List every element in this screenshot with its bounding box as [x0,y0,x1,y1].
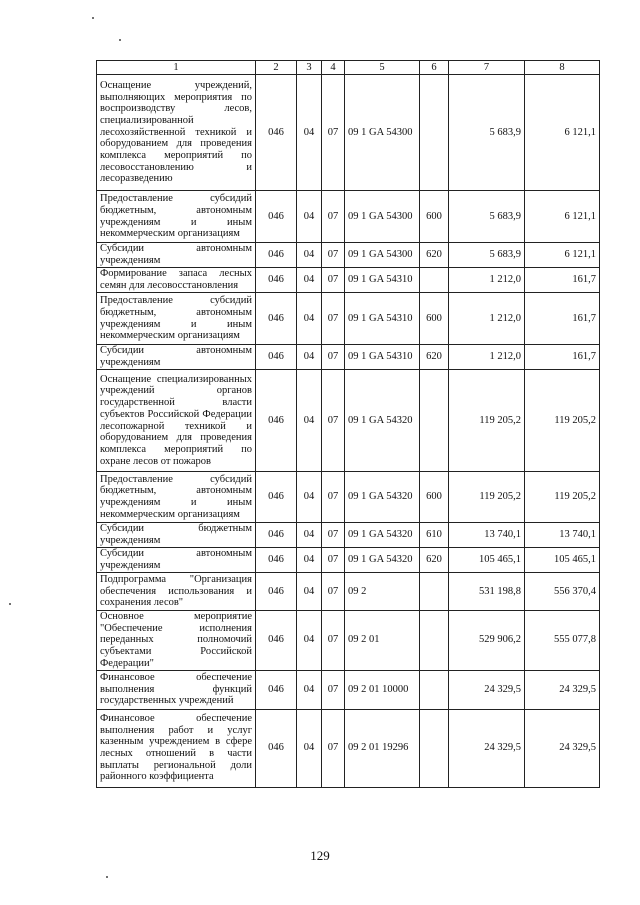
cell-subsection: 07 [322,548,345,573]
cell-amount-2: 119 205,2 [525,472,600,523]
cell-subsection: 07 [322,370,345,472]
cell-expense-type: 610 [420,523,449,548]
cell-amount-1: 529 906,2 [449,611,525,671]
cell-amount-2: 24 329,5 [525,709,600,787]
row-name: Субсидии бюджетным учреждениям [97,523,256,548]
row-name: Субсидии автономным учреждениям [97,548,256,573]
cell-amount-2: 13 740,1 [525,523,600,548]
table-row [97,670,600,709]
cell-amount-2: 555 077,8 [525,611,600,671]
cell-section: 04 [297,670,322,709]
cell-amount-2: 6 121,1 [525,75,600,191]
cell-subsection: 07 [322,523,345,548]
cell-subsection: 07 [322,191,345,243]
cell-ministry-code: 046 [256,709,297,787]
cell-ministry-code: 046 [256,345,297,370]
column-header: 1 [97,61,256,75]
cell-amount-1: 5 683,9 [449,191,525,243]
cell-amount-1: 119 205,2 [449,472,525,523]
row-name: Предоставление субсидий бюджетным, автономным учреждениям и иным некоммерческим организациям [97,293,256,345]
scan-speck [92,17,94,19]
cell-section: 04 [297,75,322,191]
column-header: 6 [420,61,449,75]
column-header: 4 [322,61,345,75]
cell-subsection: 07 [322,243,345,268]
cell-target-code: 09 1 GA 54320 [345,370,420,472]
cell-amount-1: 1 212,0 [449,293,525,345]
table-row [97,611,600,671]
cell-expense-type: 620 [420,243,449,268]
cell-target-code: 09 2 01 [345,611,420,671]
cell-amount-1: 1 212,0 [449,345,525,370]
cell-ministry-code: 046 [256,243,297,268]
scan-speck [106,876,108,878]
cell-subsection: 07 [322,472,345,523]
cell-amount-1: 5 683,9 [449,75,525,191]
cell-section: 04 [297,268,322,293]
cell-amount-2: 119 205,2 [525,370,600,472]
cell-ministry-code: 046 [256,611,297,671]
cell-section: 04 [297,370,322,472]
cell-expense-type [420,670,449,709]
cell-amount-2: 161,7 [525,268,600,293]
cell-expense-type [420,370,449,472]
table-row [97,345,600,370]
column-header: 5 [345,61,420,75]
row-name: Финансовое обеспечение выполнения работ и услуг казенным учреждением в сфере лесных отношений в части выплаты региональной доли районного коэффициента [97,709,256,787]
cell-ministry-code: 046 [256,670,297,709]
row-name: Предоставление субсидий бюджетным, автономным учреждениям и иным некоммерческим организациям [97,191,256,243]
table-row [97,709,600,787]
column-header: 2 [256,61,297,75]
cell-section: 04 [297,548,322,573]
cell-ministry-code: 046 [256,472,297,523]
budget-table [96,60,600,788]
page-number: 129 [310,848,330,863]
cell-ministry-code: 046 [256,548,297,573]
cell-subsection: 07 [322,670,345,709]
cell-subsection: 07 [322,709,345,787]
cell-amount-1: 531 198,8 [449,573,525,611]
table-row [97,472,600,523]
table-row [97,243,600,268]
cell-expense-type: 600 [420,191,449,243]
cell-ministry-code: 046 [256,75,297,191]
cell-section: 04 [297,472,322,523]
cell-amount-1: 105 465,1 [449,548,525,573]
cell-amount-1: 1 212,0 [449,268,525,293]
table-row [97,523,600,548]
column-header: 7 [449,61,525,75]
cell-ministry-code: 046 [256,370,297,472]
cell-amount-2: 6 121,1 [525,243,600,268]
cell-subsection: 07 [322,268,345,293]
cell-section: 04 [297,243,322,268]
row-name: Оснащение специализированных учреждений органов государственной власти субъектов Российской Федерации лесопожарной техникой и оборудованием для проведения комплекса мероприятий по охране лесов от пожаров [97,370,256,472]
cell-subsection: 07 [322,75,345,191]
cell-expense-type [420,611,449,671]
cell-expense-type [420,573,449,611]
cell-target-code: 09 1 GA 54300 [345,75,420,191]
scan-speck [119,39,121,41]
cell-target-code: 09 1 GA 54320 [345,472,420,523]
cell-expense-type: 600 [420,293,449,345]
table-header-row [97,61,600,75]
cell-target-code: 09 1 GA 54320 [345,523,420,548]
row-name: Основное мероприятие "Обеспечение исполнения переданных полномочий субъектами Российской Федерации" [97,611,256,671]
cell-target-code: 09 1 GA 54300 [345,243,420,268]
cell-ministry-code: 046 [256,191,297,243]
cell-expense-type [420,709,449,787]
cell-section: 04 [297,523,322,548]
cell-amount-1: 24 329,5 [449,670,525,709]
cell-section: 04 [297,709,322,787]
cell-subsection: 07 [322,573,345,611]
cell-expense-type: 600 [420,472,449,523]
cell-target-code: 09 1 GA 54320 [345,548,420,573]
cell-amount-2: 6 121,1 [525,191,600,243]
column-header: 3 [297,61,322,75]
table-row [97,75,600,191]
table-row [97,573,600,611]
cell-amount-2: 24 329,5 [525,670,600,709]
cell-section: 04 [297,345,322,370]
column-header: 8 [525,61,600,75]
cell-amount-2: 105 465,1 [525,548,600,573]
table-row [97,293,600,345]
cell-expense-type [420,75,449,191]
cell-ministry-code: 046 [256,293,297,345]
cell-target-code: 09 1 GA 54310 [345,268,420,293]
row-name: Предоставление субсидий бюджетным, автономным учреждениям и иным некоммерческим организациям [97,472,256,523]
row-name: Оснащение учреждений, выполняющих мероприятия по воспроизводству лесов, специализированной лесохозяйственной техникой и оборудованием для проведения комплекса мероприятий по лесовосстановлению и лесоразведению [97,75,256,191]
cell-target-code: 09 2 01 19296 [345,709,420,787]
table-row [97,268,600,293]
cell-expense-type: 620 [420,548,449,573]
cell-subsection: 07 [322,293,345,345]
cell-section: 04 [297,573,322,611]
cell-target-code: 09 2 [345,573,420,611]
cell-section: 04 [297,191,322,243]
cell-ministry-code: 046 [256,523,297,548]
row-name: Финансовое обеспечение выполнения функций государственных учреждений [97,670,256,709]
table-row [97,191,600,243]
cell-amount-1: 13 740,1 [449,523,525,548]
cell-target-code: 09 2 01 10000 [345,670,420,709]
cell-expense-type [420,268,449,293]
row-name: Подпрограмма "Организация обеспечения использования и сохранения лесов" [97,573,256,611]
cell-amount-2: 161,7 [525,345,600,370]
row-name: Субсидии автономным учреждениям [97,243,256,268]
cell-subsection: 07 [322,611,345,671]
cell-ministry-code: 046 [256,268,297,293]
cell-subsection: 07 [322,345,345,370]
table-row [97,548,600,573]
cell-amount-2: 556 370,4 [525,573,600,611]
row-name: Формирование запаса лесных семян для лесовосстановления [97,268,256,293]
cell-target-code: 09 1 GA 54300 [345,191,420,243]
cell-expense-type: 620 [420,345,449,370]
cell-ministry-code: 046 [256,573,297,611]
cell-section: 04 [297,611,322,671]
cell-section: 04 [297,293,322,345]
cell-amount-1: 5 683,9 [449,243,525,268]
table-row [97,370,600,472]
cell-target-code: 09 1 GA 54310 [345,293,420,345]
scan-speck [9,603,11,605]
cell-amount-1: 119 205,2 [449,370,525,472]
cell-target-code: 09 1 GA 54310 [345,345,420,370]
cell-amount-2: 161,7 [525,293,600,345]
row-name: Субсидии автономным учреждениям [97,345,256,370]
cell-amount-1: 24 329,5 [449,709,525,787]
